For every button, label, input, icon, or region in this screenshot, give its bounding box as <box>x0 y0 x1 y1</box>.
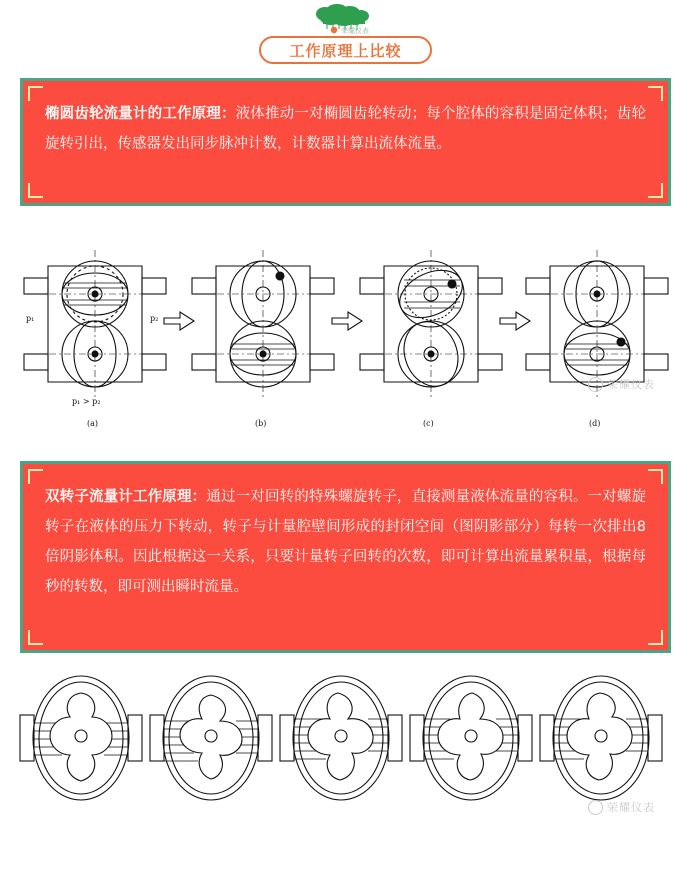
corner-tick-top-right <box>648 86 663 101</box>
svg-text:(b): (b) <box>255 419 267 428</box>
corner-tick-bottom-left <box>28 183 43 198</box>
corner-tick-bottom-right <box>648 630 663 645</box>
page-header <box>0 0 691 78</box>
svg-text:p₁ > p₂: p₁ > p₂ <box>72 397 101 406</box>
watermark-logo <box>588 799 655 815</box>
panel-body-text: 液体推动一对椭圆齿轮转动；每个腔体的容积是固定体积；齿轮旋转引出，传感器发出同步脉冲计数，计数器计算出流体流量。 <box>45 106 647 152</box>
panel-text <box>45 99 646 159</box>
watermark-text: 荣耀仪表 <box>607 802 655 814</box>
svg-text:(d): (d) <box>589 419 601 428</box>
oval-gear-principle-panel <box>20 78 671 206</box>
svg-text:荣耀仪表: 荣耀仪表 <box>341 27 369 35</box>
panel-lead-text: 双转子流量计工作原理： <box>45 489 207 505</box>
panel-text <box>45 482 646 602</box>
corner-tick-top-left <box>28 86 43 101</box>
twin-rotor-flowmeter-diagram <box>14 667 677 827</box>
oval-gear-flowmeter-diagram <box>14 228 677 443</box>
corner-tick-bottom-right <box>648 183 663 198</box>
watermark-circle-icon <box>588 800 603 815</box>
svg-text:(a): (a) <box>87 419 99 428</box>
corner-tick-top-right <box>648 469 663 484</box>
svg-text:(c): (c) <box>423 419 434 428</box>
svg-text:p₁: p₁ <box>26 314 35 323</box>
watermark-text: 荣耀仪表 <box>607 379 655 391</box>
panel-lead-text: 椭圆齿轮流量计的工作原理： <box>45 106 236 122</box>
corner-tick-top-left <box>28 469 43 484</box>
page-title: 工作原理上比较 <box>259 36 432 64</box>
watermark-circle-icon <box>588 377 603 392</box>
svg-text:p₂: p₂ <box>150 314 159 323</box>
twin-rotor-principle-panel <box>20 461 671 653</box>
watermark-logo <box>588 376 655 392</box>
corner-tick-bottom-left <box>28 630 43 645</box>
panel-body-text: 通过一对回转的特殊螺旋转子，直接测量液体流量的容积。一对螺旋转子在液体的压力下转动，转子与计量腔壁间形成的封闭空间（图阴影部分）每转一次排出8倍阴影体积。因此根据这一关系，只要计量转子回转的次数，即可计算出流量累积量，根据每秒的转数，即可测出瞬时流量。 <box>45 489 647 595</box>
tree-logo-icon <box>279 4 409 38</box>
